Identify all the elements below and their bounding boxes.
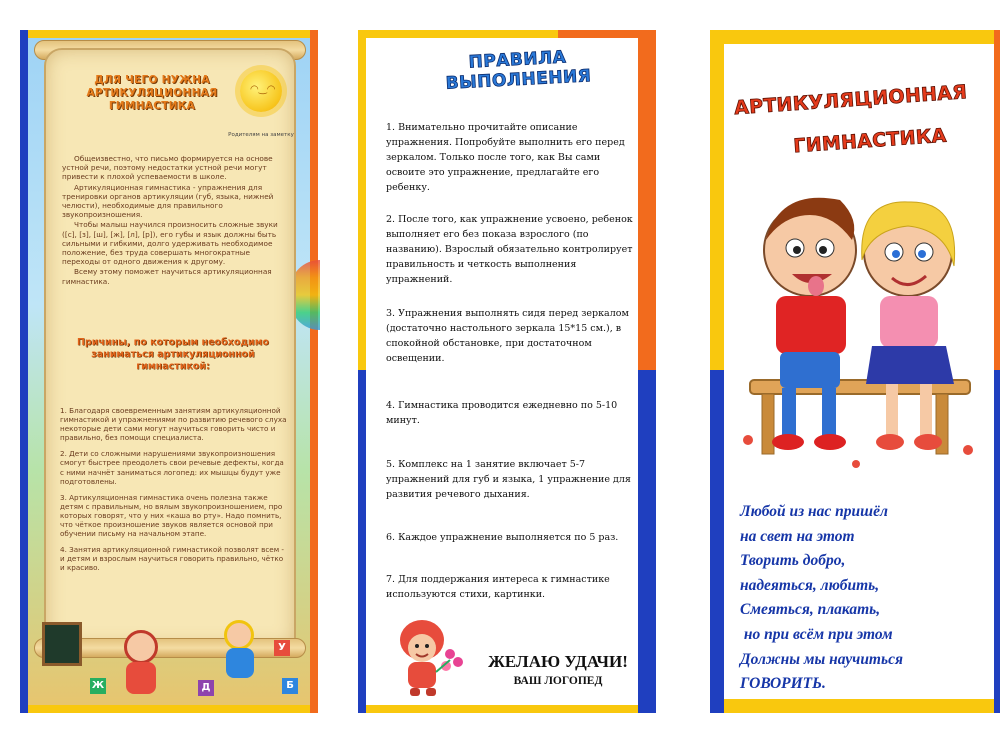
orange-frame-edge [638, 30, 656, 370]
poem [740, 500, 980, 697]
intro-paragraph: Чтобы малыш научился произносить сложные звуки ([с], [з], [ш], [ж], [л], [р]), его губы и язык должны быть сильными и гибкими, долго удерживать необходимое положение, без труда совершать многократные переходы от одного движения к другому. [62, 220, 278, 267]
list-item: 1. Благодаря своевременным занятиям артикуляционной гимнастикой и упражнениями по развитию речевого слуха некоторые дети сами могут научиться говорить чисто и правильно, без помощи специалиста. [60, 406, 287, 443]
intro-paragraph: Всему этому поможет научиться артикуляционная гимнастика. [62, 267, 272, 286]
rule-item: 1. Внимательно прочитайте описание упражнения. Попробуйте выполнить его перед зеркалом. Только после того, как Вы сами освоите это упражнение, предлагайте его ребенку. [386, 122, 625, 193]
boy-figure-icon [224, 620, 254, 650]
orange-frame-edge [310, 30, 318, 713]
letter-block: У [274, 640, 290, 656]
wish-text: ЖЕЛАЮ УДАЧИ! [488, 652, 628, 671]
letter-block: Б [282, 678, 298, 694]
cover-title-line2: ГИМНАСТИКА [792, 124, 948, 158]
poem-line: на свет на этот [740, 527, 855, 545]
list-item: 3. Артикуляционная гимнастика очень полезна также детям с правильным, но вялым звукопроизношением, про которых говорят, что у них «каша во рту». Надо помнить, что чёткое произношение звуков является основой при обучении письму на начальном этапе. [60, 492, 283, 539]
rule-item: 6. Каждое упражнение выполняется по 5 раз. [386, 532, 619, 543]
blue-frame-edge [358, 370, 366, 713]
rule-item: 2. После того, как упражнение усвоено, ребенок выполняет его без показа взрослого (по названию). Взрослый обязательно контролирует правильность и четкость выполнения упражнений. [386, 214, 633, 285]
cover-title-line1: АРТИКУЛЯЦИОННАЯ [733, 81, 968, 120]
poem-line: Смеяться, плакать, [740, 601, 881, 619]
rule-item: 7. Для поддержания интереса к гимнастике используются стихи, картинки. [386, 574, 610, 600]
rule-item: 4. Гимнастика проводится ежедневно по 5-10 минут. [386, 400, 618, 426]
poem-line: надеяться, любить, [740, 576, 880, 594]
reasons-heading: Причины, по которым необходимо заниматься артикуляционной гимнастикой: [77, 337, 269, 372]
reasons-list [60, 406, 290, 580]
poem-line: Должны мы научиться [740, 650, 903, 668]
letter-block: Д [198, 680, 214, 696]
poem-line: Творить добро, [740, 552, 846, 570]
poem-line: ГОВОРИТЬ. [740, 675, 826, 693]
blue-frame-right [994, 370, 1000, 713]
chalkboard-icon [42, 622, 82, 666]
left-panel-title: ДЛЯ ЧЕГО НУЖНА АРТИКУЛЯЦИОННАЯ ГИМНАСТИКА [86, 74, 218, 112]
kids-illustration [28, 620, 310, 705]
poem-line: но при всём при этом [740, 625, 893, 643]
list-item: 2. Дети со сложными нарушениями звукопроизношения смогут быстрее преодолеть свои речевые дефекты, когда с ними начнёт заниматься логопед: их мышцы будут уже подготовлены. [60, 449, 284, 486]
orange-frame-top [558, 30, 656, 38]
signature-text: ВАШ ЛОГОПЕД [513, 675, 603, 687]
gnome-with-flowers-icon [388, 610, 468, 700]
intro-paragraph: Общеизвестно, что письмо формируется на основе устной речи, поэтому недостатки устной речи могут привести к плохой успеваемости в школе. [62, 154, 273, 182]
right-panel [710, 30, 1000, 713]
sun-icon: ◠‿◠ [240, 70, 282, 112]
rule-item: 5. Комплекс на 1 занятие включает 5-7 упражнений для губ и языка, 1 упражнение для развития речевого дыхания. [386, 459, 631, 500]
boy-shirt-icon [226, 648, 254, 678]
left-panel [20, 30, 318, 713]
intro-paragraph: Артикуляционная гимнастика - упражнения для тренировки органов артикуляции (губ, языка, нижней челюсти), необходимые для правильного звукопроизношения. [62, 182, 274, 220]
list-item: 4. Занятия артикуляционной гимнастикой позволят всем - и детям и взрослым научиться говорить правильно, чётко и красиво. [60, 545, 285, 573]
children-on-bench-illustration [740, 180, 976, 480]
intro-text [62, 154, 284, 287]
girl-figure-icon [124, 630, 158, 664]
middle-panel [358, 30, 656, 713]
blue-frame-edge [20, 30, 28, 713]
rules-title: ПРАВИЛА ВЫПОЛНЕНИЯ [445, 47, 592, 94]
rule-item: 3. Упражнения выполнять сидя перед зеркалом (достаточно настольного зеркала 15*15 см.), в спокойной обстановке, при достаточном освещении. [386, 308, 629, 364]
sun-caption: Родителям на заметку [228, 132, 294, 138]
girl-dress-icon [126, 662, 156, 694]
letter-block: Ж [90, 678, 106, 694]
blue-frame-edge [710, 370, 724, 713]
orange-frame-edge [994, 30, 1000, 370]
poem-line: Любой из нас пришёл [740, 503, 888, 520]
